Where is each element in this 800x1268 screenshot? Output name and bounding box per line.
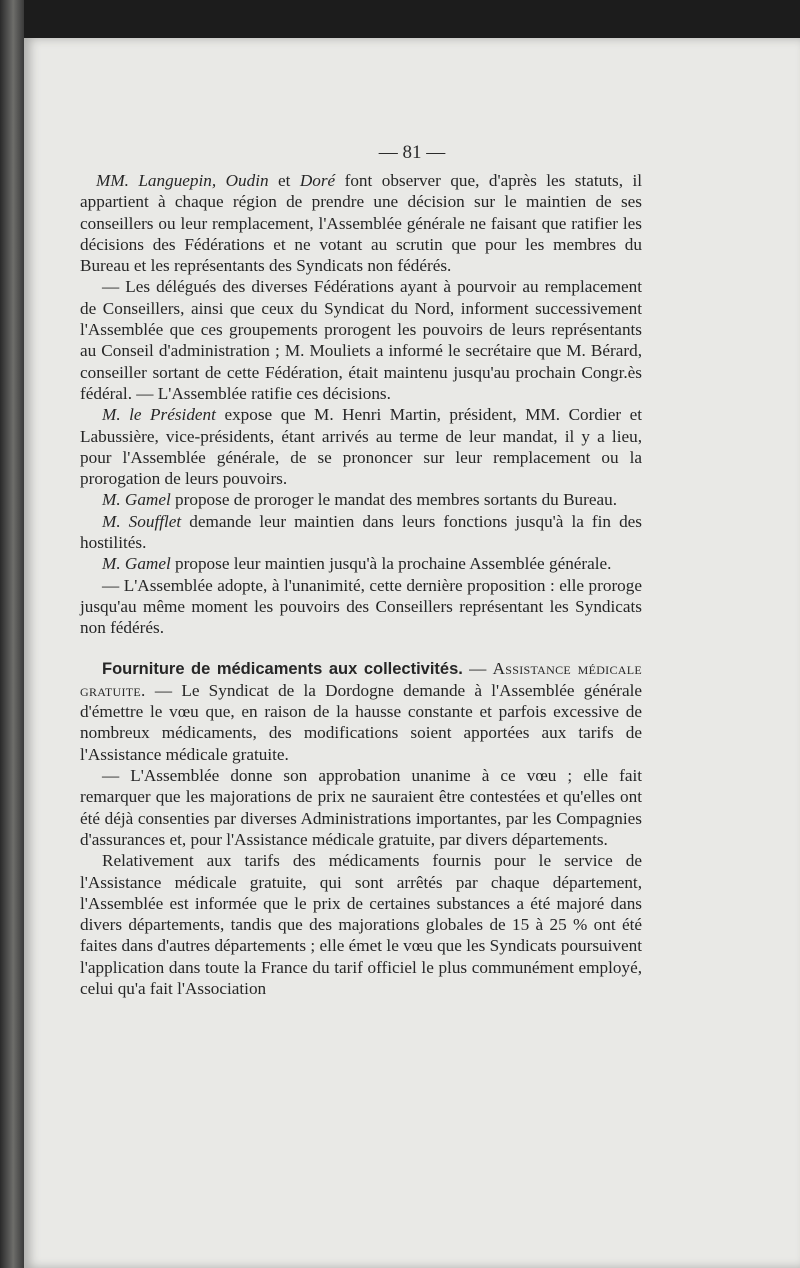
paragraph-text: — Le Syndicat de la Dordogne demande à l'Assemblée générale d'émettre le vœu que, en raison de la hausse constante et parfois excessive de nombreux médicaments, des modifications soient apportées aux tarifs de l'Assistance médicale gratuite. — [80, 680, 642, 764]
paragraph — [80, 575, 642, 639]
section-paragraph — [80, 658, 642, 765]
paragraph-text: — L'Assemblée adopte, à l'unanimité, cette dernière proposition : elle proroge jusqu'au même moment les pouvoirs des Conseillers représentant les Syndicats non fédérés. — [80, 575, 642, 638]
paragraph-text: expose que M. Henri Martin, président, MM. Cordier et Labussière, vice-présidents, étant arrivés au terme de leur mandat, il y a lieu, pour l'Assemblée générale, de se prononcer sur leur remplacement ou la prorogation de leurs pouvoirs. — [80, 405, 643, 489]
speaker-name: M. Gamel — [102, 554, 171, 574]
book-page — [24, 38, 800, 1268]
speaker-name: Doré — [299, 171, 336, 190]
body-text — [80, 170, 642, 999]
section-heading: Fourniture de médicaments aux collectivités. — [102, 659, 463, 678]
paragraph — [80, 489, 642, 510]
speaker-names: MM. Languepin, Oudin — [96, 171, 269, 190]
paragraph — [80, 170, 642, 276]
conjunction: et — [268, 171, 300, 190]
speaker-name: M. Gamel — [102, 490, 171, 510]
facing-page-edge — [0, 0, 24, 1268]
paragraph — [80, 850, 642, 999]
paragraph-text: demande leur maintien dans leurs fonctions jusqu'à la fin des hostilités. — [80, 511, 642, 553]
paragraph — [80, 553, 642, 574]
paragraph — [80, 765, 642, 850]
paragraph — [80, 276, 642, 404]
paragraph-text: — Les délégués des diverses Fédérations ayant à pourvoir au remplacement de Conseillers, ainsi que ceux du Syndicat du Nord, informent successivement l'Assemblée que ces groupements prorogent les pouvoirs de leurs représentants au Conseil d'administration ; M. Mouliets a informé le secrétaire que M. Bérard, conseiller sortant de cette Fédération, était maintenu jusqu'au prochain Congr.ès fédéral. — L'Assemblée ratifie ces décisions. — [80, 277, 642, 403]
paragraph-text: propose de proroger le mandat des membres sortants du Bureau. — [170, 490, 618, 510]
paragraph — [80, 511, 642, 554]
paragraph — [80, 404, 642, 489]
paragraph-text: — L'Assemblée donne son approbation unanime à ce vœu ; elle fait remarquer que les majorations de prix ne sauraient être contestées et qu'elles ont été déjà consenties par diverses Administrations importantes, par les Compagnies d'assurances et, pour l'Assistance médicale gratuite, par divers départements. — [80, 766, 642, 849]
paragraph-text: font observer que, d'après les statuts, il appartient à chaque région de prendre une décision sur le maintien de ses conseillers ou leur remplacement, l'Assemblée générale ne faisant que ratifier les décisions des Fédérations et ne votant au scrutin que pour les membres du Bureau et les représentants des Syndicats non fédérés. — [80, 171, 642, 276]
page-number: — 81 — — [378, 142, 446, 163]
speaker-name: M. Soufflet — [102, 511, 182, 531]
paragraph-text: Relativement aux tarifs des médicaments fournis pour le service de l'Assistance médicale gratuite, qui sont arrêtés par chaque département, l'Assemblée est informée que le prix de certaines substances a été majoré dans divers départements, tandis que des majorations globales de 15 à 25 % ont été faites dans d'autres départements ; elle émet le vœu que les Syndicats poursuivent l'application dans toute la France du tarif officiel le plus communément employé, celui qu'a fait l'Association — [80, 851, 642, 998]
paragraph-text: propose leur maintien jusqu'à la prochaine Assemblée générale. — [170, 554, 612, 574]
heading-dash: — — [462, 658, 493, 678]
section-subheading: Assistance médicale gratuite. — [80, 658, 642, 700]
speaker-name: M. le Président — [102, 405, 216, 425]
